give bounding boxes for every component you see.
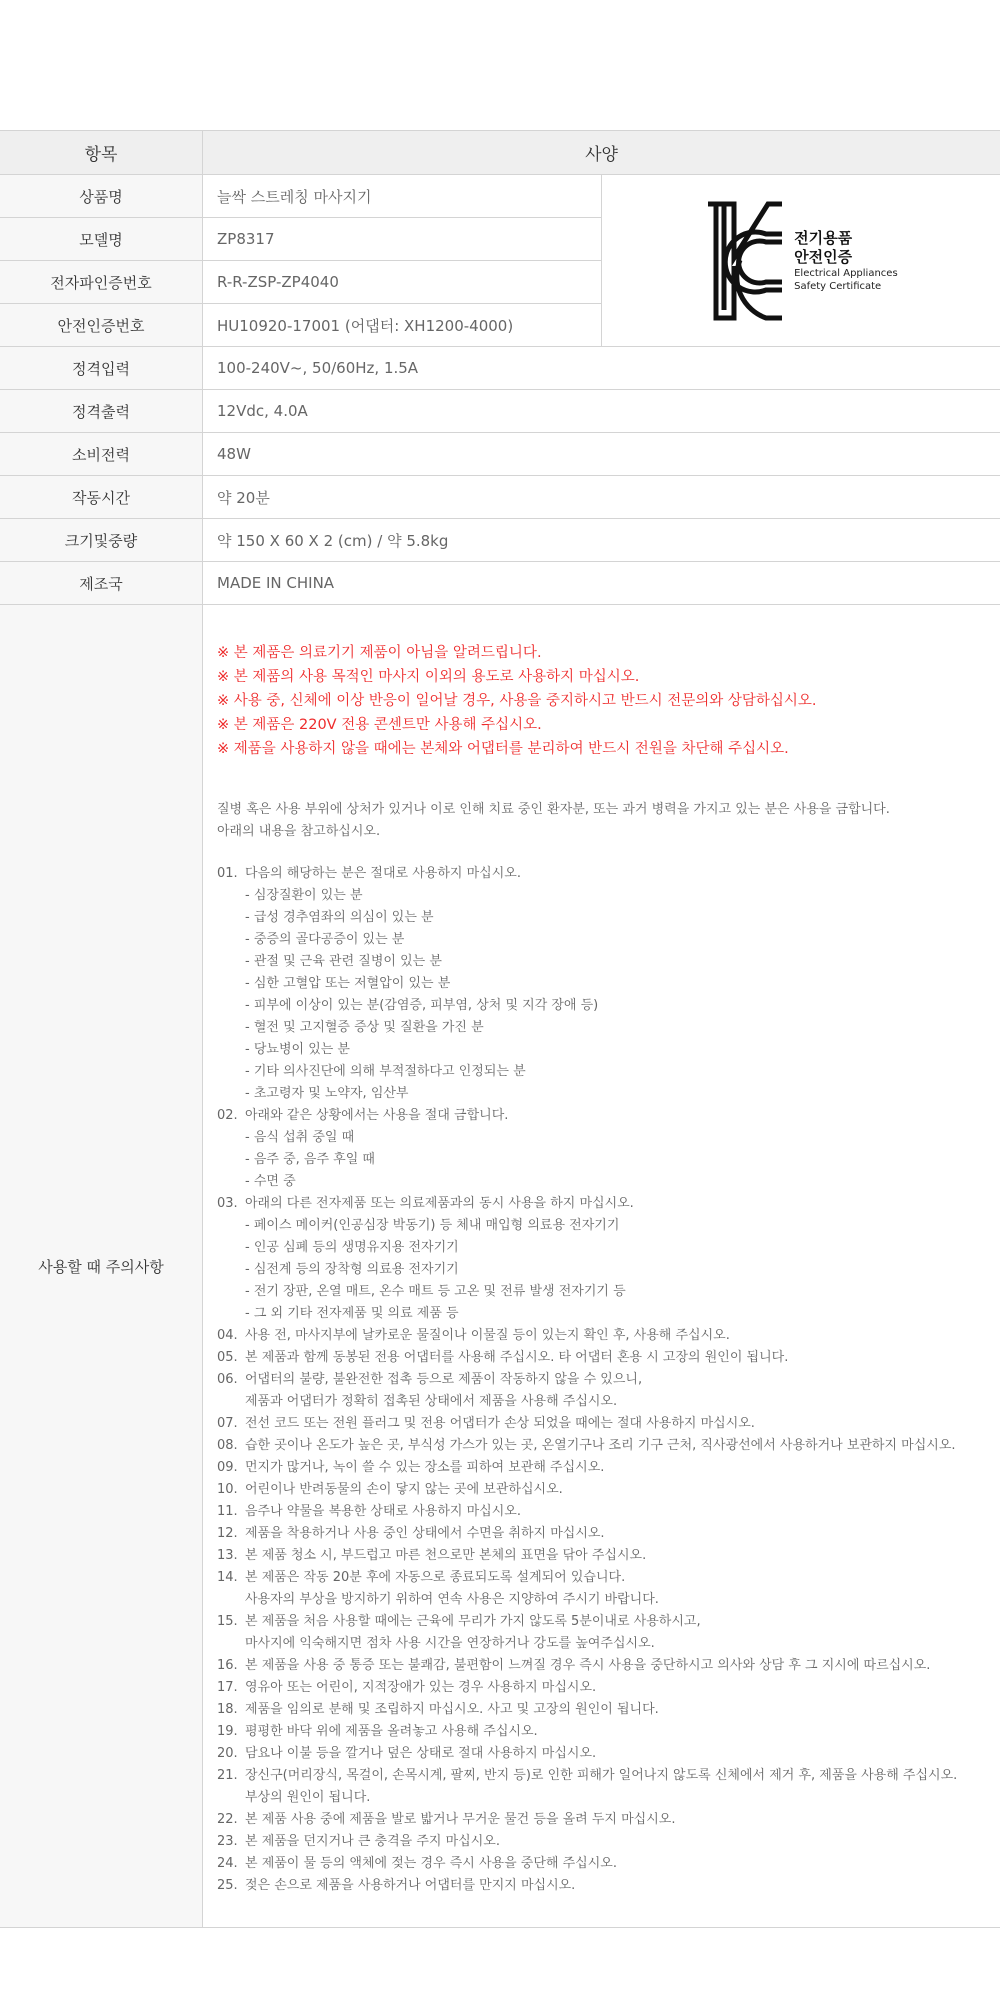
row-label: 상품명 [0, 175, 203, 218]
item-line: - 그 외 기타 전자제품 및 의료 제품 등 [245, 1306, 459, 1321]
row-label: 정격출력 [0, 390, 203, 433]
row-label: 작동시간 [0, 476, 203, 519]
item-line: 본 제품 청소 시, 부드럽고 마른 천으로만 본체의 표면을 닦아 주십시오. [245, 1548, 647, 1563]
precaution-item [217, 1765, 986, 1809]
item-line: 본 제품을 처음 사용할 때에는 근육에 무리가 가지 않도록 5분이내로 사용하시고, [245, 1614, 701, 1629]
item-line: 어린이나 반려동물의 손이 닿지 않는 곳에 보관하십시오. [245, 1482, 563, 1497]
item-line: - 중증의 골다공증이 있는 분 [245, 932, 405, 947]
item-number: 16. [217, 1658, 238, 1673]
item-line: - 심한 고혈압 또는 저혈압이 있는 분 [245, 976, 451, 991]
row-value: HU10920-17001 (어댑터: XH1200-4000) [203, 304, 602, 347]
item-line: 아래의 다른 전자제품 또는 의료제품과의 동시 사용을 하지 마십시오. [245, 1196, 634, 1211]
row-label: 전자파인증번호 [0, 261, 203, 304]
precaution-item [217, 1853, 986, 1875]
item-body [245, 1875, 986, 1897]
item-body [245, 1105, 986, 1193]
precaution-item [217, 1809, 986, 1831]
item-line: 전선 코드 또는 전원 플러그 및 전용 어댑터가 손상 되었을 때에는 절대 사용하지 마십시오. [245, 1416, 755, 1431]
item-line: - 심장질환이 있는 분 [245, 888, 363, 903]
row-value: 약 150 X 60 X 2 (cm) / 약 5.8kg [203, 519, 1000, 562]
item-line: 본 제품은 작동 20분 후에 자동으로 종료되도록 설계되어 있습니다. [245, 1570, 626, 1585]
table-row [0, 390, 1000, 433]
item-line: 부상의 원인이 됩니다. [245, 1790, 371, 1805]
table-row [0, 175, 1000, 218]
item-body [245, 1413, 986, 1435]
kc-english-line-1: Electrical Appliances [794, 267, 898, 279]
table-row [0, 433, 1000, 476]
table-row [0, 347, 1000, 390]
item-body [245, 1435, 986, 1457]
item-line: - 급성 경추염좌의 의심이 있는 분 [245, 910, 434, 925]
precaution-item [217, 1325, 986, 1347]
item-line: 제품을 임의로 분해 및 조립하지 마십시오. 사고 및 고장의 원인이 됩니다. [245, 1702, 659, 1717]
item-number: 02. [217, 1108, 238, 1123]
intro-line: 아래의 내용을 참고하십시오. [217, 824, 381, 839]
item-line: - 전기 장판, 온열 매트, 온수 매트 등 고온 및 전류 발생 전자기기 등 [245, 1284, 626, 1299]
item-body [245, 1369, 986, 1413]
row-label: 안전인증번호 [0, 304, 203, 347]
item-line: 다음의 해당하는 분은 절대로 사용하지 마십시오. [245, 866, 521, 881]
item-line: 담요나 이불 등을 깔거나 덮은 상태로 절대 사용하지 마십시오. [245, 1746, 597, 1761]
precaution-item [217, 1655, 986, 1677]
item-line: - 음주 중, 음주 후일 때 [245, 1152, 375, 1167]
kc-korean-line-1: 전기용품 [794, 228, 853, 247]
item-body [245, 1457, 986, 1479]
item-line: 아래와 같은 상황에서는 사용을 절대 금합니다. [245, 1108, 509, 1123]
precaution-item [217, 1105, 986, 1193]
item-number: 14. [217, 1570, 238, 1585]
row-value: 늘싹 스트레칭 마사지기 [203, 175, 602, 218]
precaution-item [217, 1699, 986, 1721]
item-body [245, 1567, 986, 1611]
precaution-item [217, 1479, 986, 1501]
item-line: 어댑터의 불량, 불완전한 접촉 등으로 제품이 작동하지 않을 수 있으니, [245, 1372, 643, 1387]
kc-text-block [794, 229, 898, 293]
item-line: 제품을 착용하거나 사용 중인 상태에서 수면을 취하지 마십시오. [245, 1526, 605, 1541]
item-number: 06. [217, 1372, 238, 1387]
intro-line: 질병 혹은 사용 부위에 상처가 있거나 이로 인해 치료 중인 환자분, 또는 과거 병력을 가지고 있는 분은 사용을 금합니다. [217, 802, 890, 817]
warning-item: ※ 사용 중, 신체에 이상 반응이 일어날 경우, 사용을 중지하시고 반드시 전문의와 상담하십시오. [217, 693, 817, 709]
item-line: 마사지에 익숙해지면 점차 사용 시간을 연장하거나 강도를 높여주십시오. [245, 1636, 655, 1651]
table-header-row [0, 131, 1000, 175]
precaution-item [217, 1743, 986, 1765]
item-body [245, 1721, 986, 1743]
item-body [245, 1325, 986, 1347]
precaution-item [217, 863, 986, 1105]
item-body [245, 1523, 986, 1545]
item-line: - 당뇨병이 있는 분 [245, 1042, 350, 1057]
item-number: 23. [217, 1834, 238, 1849]
item-line: 본 제품이 물 등의 액체에 젖는 경우 즉시 사용을 중단해 주십시오. [245, 1856, 617, 1871]
item-number: 24. [217, 1856, 238, 1871]
item-number: 10. [217, 1482, 238, 1497]
item-line: - 인공 심폐 등의 생명유지용 전자기기 [245, 1240, 459, 1255]
item-body [245, 1501, 986, 1523]
item-line: 사용자의 부상을 방지하기 위하여 연속 사용은 지양하여 주시기 바랍니다. [245, 1592, 659, 1607]
item-number: 13. [217, 1548, 238, 1563]
precaution-item [217, 1347, 986, 1369]
item-line: - 초고령자 및 노약자, 임산부 [245, 1086, 409, 1101]
precautions-label: 사용할 때 주의사항 [0, 605, 203, 1928]
kc-certification [601, 175, 1000, 347]
table-row [0, 562, 1000, 605]
item-body [245, 1765, 986, 1809]
item-number: 20. [217, 1746, 238, 1761]
kc-korean-line-2: 안전인증 [794, 247, 853, 266]
warning-item: ※ 본 제품은 220V 전용 콘센트만 사용해 주십시오. [217, 717, 542, 733]
item-line: - 기타 의사진단에 의해 부적절하다고 인정되는 분 [245, 1064, 526, 1079]
kc-mark-icon [704, 200, 784, 322]
warning-item: ※ 본 제품의 사용 목적인 마사지 이외의 용도로 사용하지 마십시오. [217, 669, 640, 685]
item-line: - 음식 섭취 중일 때 [245, 1130, 355, 1145]
kc-english-line-2: Safety Certificate [794, 280, 882, 292]
item-number: 25. [217, 1878, 238, 1893]
item-line: 먼지가 많거나, 녹이 쓸 수 있는 장소를 피하여 보관해 주십시오. [245, 1460, 605, 1475]
item-number: 07. [217, 1416, 238, 1431]
warning-item: ※ 제품을 사용하지 않을 때에는 본체와 어댑터를 분리하여 반드시 전원을 차단해 주십시오. [217, 741, 789, 757]
item-line: - 수면 중 [245, 1174, 296, 1189]
item-body [245, 1831, 986, 1853]
item-number: 17. [217, 1680, 238, 1695]
item-number: 08. [217, 1438, 238, 1453]
row-value: ZP8317 [203, 218, 602, 261]
item-line: 영유아 또는 어린이, 지적장애가 있는 경우 사용하지 마십시오. [245, 1680, 597, 1695]
row-label: 모델명 [0, 218, 203, 261]
item-number: 22. [217, 1812, 238, 1827]
item-body [245, 1545, 986, 1567]
item-number: 18. [217, 1702, 238, 1717]
item-line: 음주나 약물을 복용한 상태로 사용하지 마십시오. [245, 1504, 521, 1519]
table-row [0, 476, 1000, 519]
item-line: 제품과 어댑터가 정확히 접촉된 상태에서 제품을 사용해 주십시오. [245, 1394, 618, 1409]
item-body [245, 1743, 986, 1765]
row-label: 제조국 [0, 562, 203, 605]
precaution-item [217, 1677, 986, 1699]
row-value: R-R-ZSP-ZP4040 [203, 261, 602, 304]
precaution-item [217, 1611, 986, 1655]
item-line: 본 제품을 사용 중 통증 또는 불쾌감, 불편함이 느껴질 경우 즉시 사용을 중단하시고 의사와 상담 후 그 지시에 따르십시오. [245, 1658, 931, 1673]
item-body [245, 1677, 986, 1699]
precaution-item [217, 1413, 986, 1435]
item-line: - 심전계 등의 장착형 의료용 전자기기 [245, 1262, 459, 1277]
item-body [245, 863, 986, 1105]
warning-item: ※ 본 제품은 의료기기 제품이 아님을 알려드립니다. [217, 645, 542, 661]
item-line: 평평한 바닥 위에 제품을 올려놓고 사용해 주십시오. [245, 1724, 538, 1739]
item-number: 12. [217, 1526, 238, 1541]
header-spec: 사양 [203, 131, 1000, 175]
row-label: 정격입력 [0, 347, 203, 390]
row-label: 소비전력 [0, 433, 203, 476]
item-body [245, 1193, 986, 1325]
item-line: - 페이스 메이커(인공심장 박동기) 등 체내 매입형 의료용 전자기기 [245, 1218, 620, 1233]
item-number: 01. [217, 866, 238, 881]
precautions-intro [217, 799, 986, 843]
precaution-item [217, 1369, 986, 1413]
item-body [245, 1479, 986, 1501]
precaution-item [217, 1875, 986, 1897]
precaution-item [217, 1501, 986, 1523]
item-line: 본 제품과 함께 동봉된 전용 어댑터를 사용해 주십시오. 타 어댑터 혼용 시 고장의 원인이 됩니다. [245, 1350, 789, 1365]
row-value: 약 20분 [203, 476, 1000, 519]
item-body [245, 1809, 986, 1831]
item-line: - 혈전 및 고지혈증 증상 및 질환을 가진 분 [245, 1020, 484, 1035]
item-number: 19. [217, 1724, 238, 1739]
precaution-item [217, 1523, 986, 1545]
row-value: MADE IN CHINA [203, 562, 1000, 605]
item-body [245, 1699, 986, 1721]
item-number: 09. [217, 1460, 238, 1475]
item-body [245, 1347, 986, 1369]
row-value: 48W [203, 433, 1000, 476]
precaution-item [217, 1457, 986, 1479]
item-number: 11. [217, 1504, 238, 1519]
precaution-item [217, 1545, 986, 1567]
row-label: 크기및중량 [0, 519, 203, 562]
item-body [245, 1611, 986, 1655]
item-number: 15. [217, 1614, 238, 1629]
item-number: 04. [217, 1328, 238, 1343]
precautions-row [0, 605, 1000, 1928]
header-item: 항목 [0, 131, 203, 175]
item-line: 본 제품을 던지거나 큰 충격을 주지 마십시오. [245, 1834, 500, 1849]
precautions-content [203, 605, 1000, 1928]
precaution-item [217, 1831, 986, 1853]
precaution-item [217, 1193, 986, 1325]
warning-list [217, 641, 986, 761]
table-row [0, 519, 1000, 562]
spec-table [0, 130, 1000, 1928]
item-line: - 피부에 이상이 있는 분(감염증, 피부염, 상처 및 지각 장애 등) [245, 998, 599, 1013]
precaution-items-list [217, 863, 986, 1897]
item-number: 05. [217, 1350, 238, 1365]
precaution-item [217, 1721, 986, 1743]
item-line: 습한 곳이나 온도가 높은 곳, 부식성 가스가 있는 곳, 온열기구나 조리 기구 근처, 직사광선에서 사용하거나 보관하지 마십시오. [245, 1438, 956, 1453]
precaution-item [217, 1435, 986, 1457]
row-value: 12Vdc, 4.0A [203, 390, 1000, 433]
item-line: - 관절 및 근육 관련 질병이 있는 분 [245, 954, 442, 969]
item-number: 03. [217, 1196, 238, 1211]
item-line: 사용 전, 마사지부에 날카로운 물질이나 이물질 등이 있는지 확인 후, 사용해 주십시오. [245, 1328, 730, 1343]
item-body [245, 1853, 986, 1875]
item-number: 21. [217, 1768, 238, 1783]
item-line: 장신구(머리장식, 목걸이, 손목시계, 팔찌, 반지 등)로 인한 피해가 일어나지 않도록 신체에서 제거 후, 제품을 사용해 주십시오. [245, 1768, 958, 1783]
item-line: 본 제품 사용 중에 제품을 발로 밟거나 무거운 물건 등을 올려 두지 마십시오. [245, 1812, 676, 1827]
precaution-item [217, 1567, 986, 1611]
row-value: 100-240V~, 50/60Hz, 1.5A [203, 347, 1000, 390]
item-line: 젖은 손으로 제품을 사용하거나 어댑터를 만지지 마십시오. [245, 1878, 576, 1893]
item-body [245, 1655, 986, 1677]
